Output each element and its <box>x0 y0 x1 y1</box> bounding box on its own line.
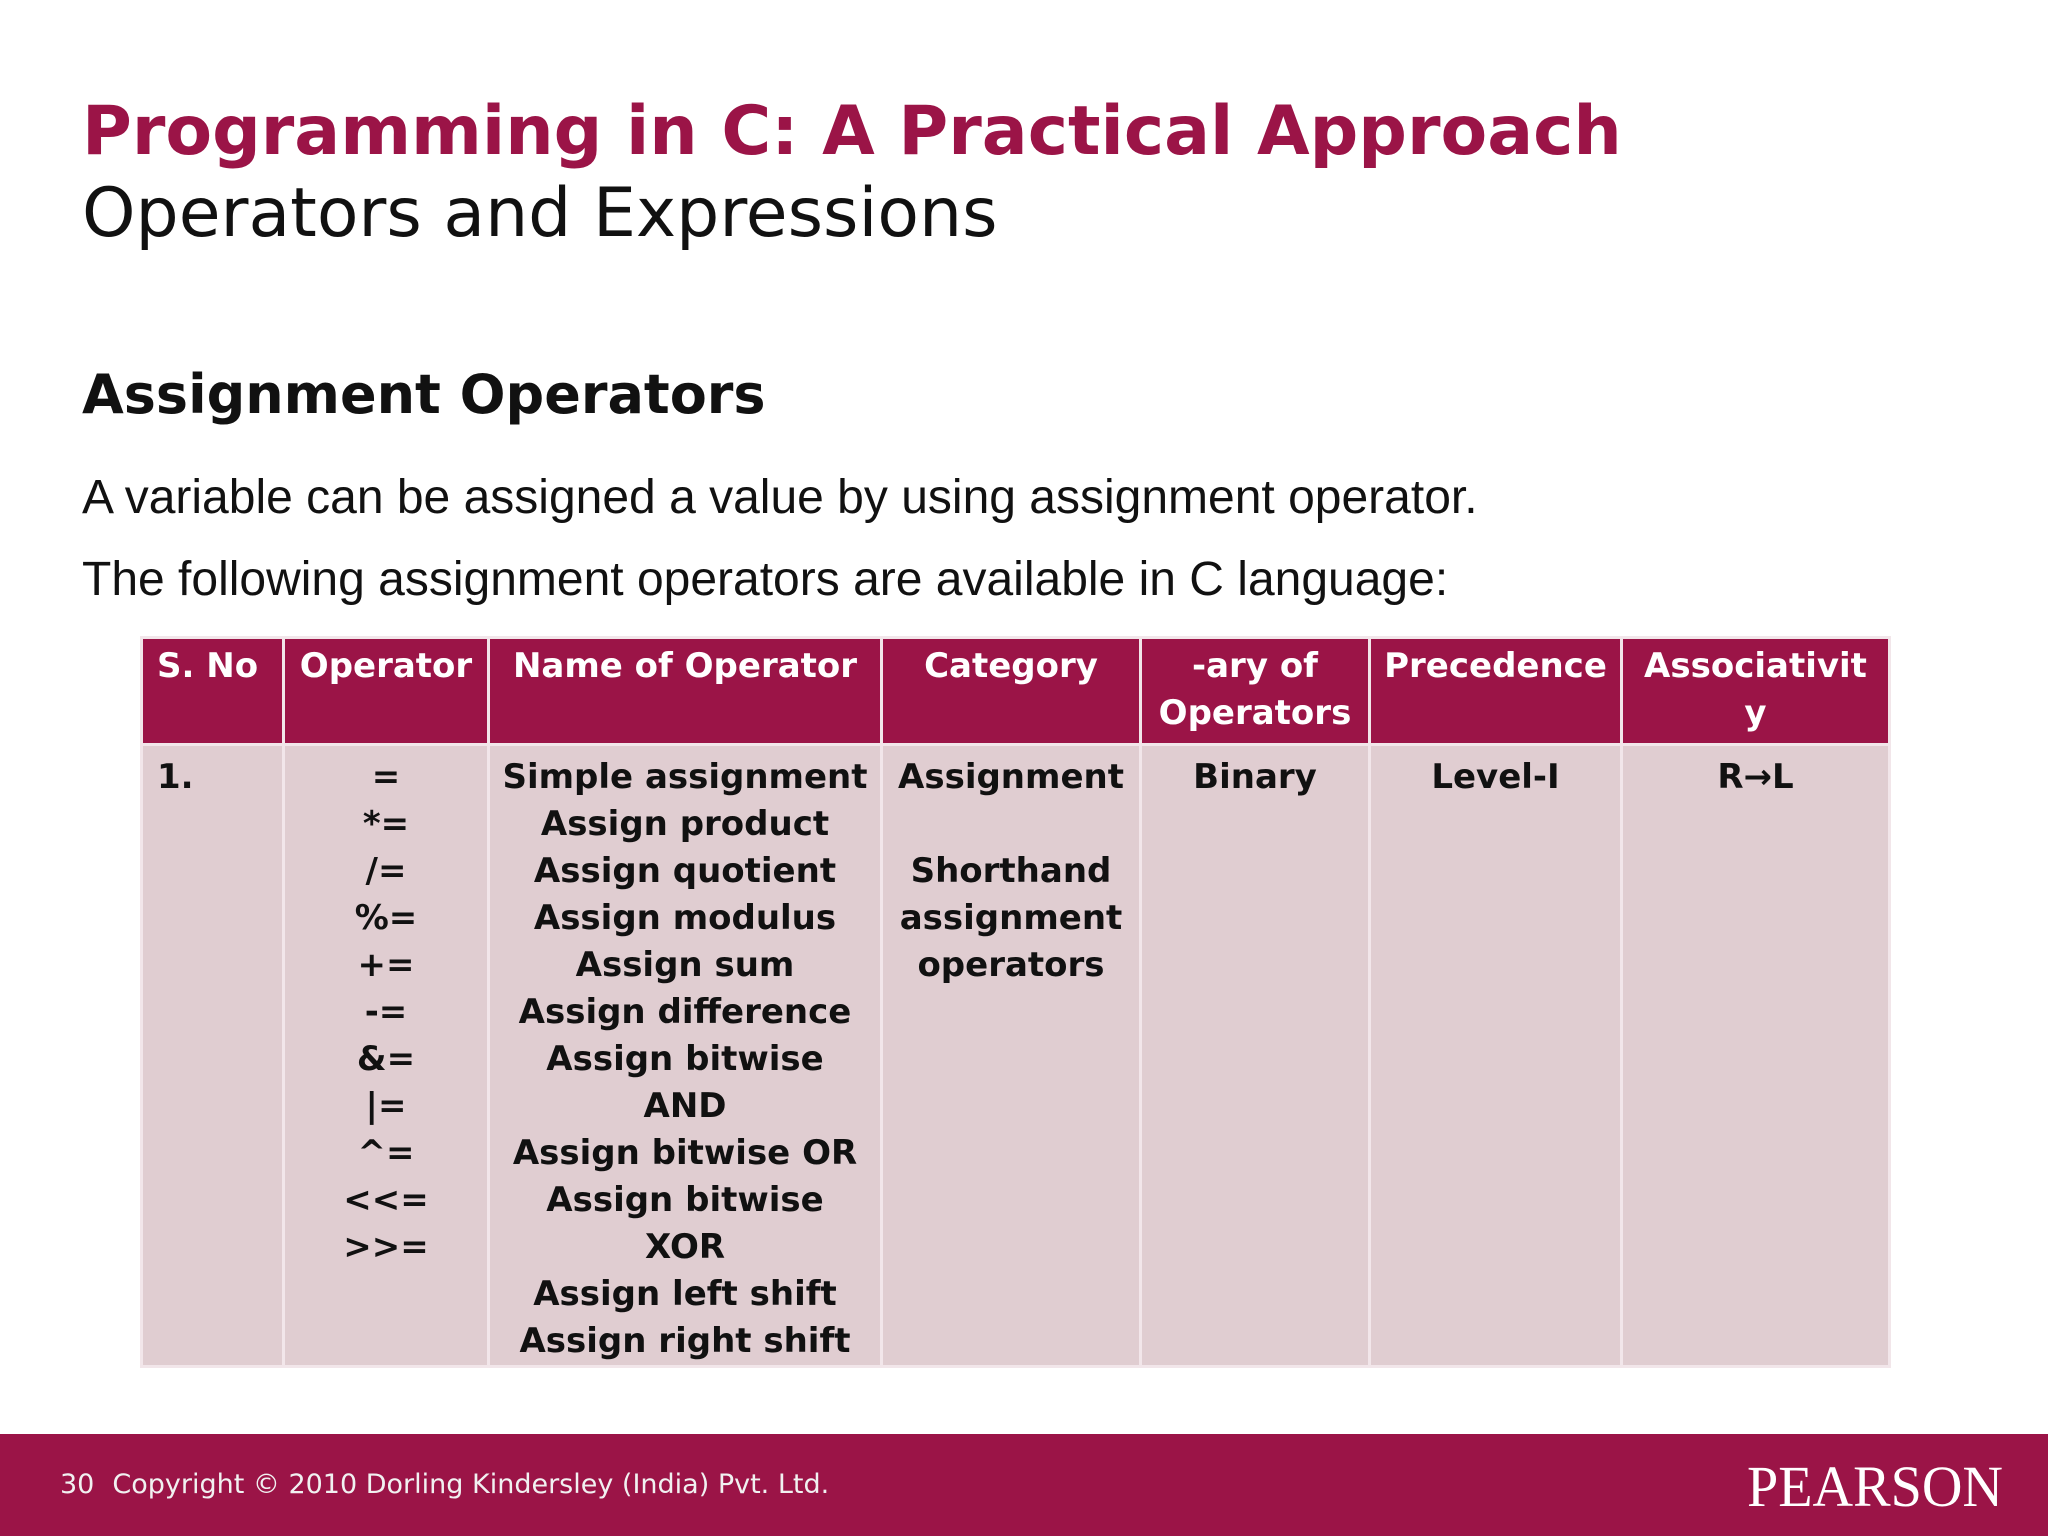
cell-line: y <box>1744 693 1767 733</box>
cell-precedence <box>1370 745 1622 1367</box>
cell-line: *= <box>362 804 410 844</box>
cell-line: += <box>357 945 415 985</box>
header-cell-name <box>489 638 882 745</box>
cell-line: Category <box>924 646 1098 686</box>
cell-line <box>883 801 1139 848</box>
operators-table <box>140 636 1891 1368</box>
cell-line: Assign product <box>540 804 830 844</box>
cell-line: S. No <box>157 646 259 686</box>
cell-line: Assign left shift <box>533 1274 837 1314</box>
copyright-text: Copyright © 2010 Dorling Kindersley (India) Pvt. Ltd. <box>112 1469 830 1500</box>
slide-title: Programming in C: A Practical Approach <box>82 92 1622 171</box>
table-header-row <box>142 638 1890 745</box>
footer-text <box>60 1468 829 1502</box>
cell-line: = <box>371 757 401 797</box>
cell-line: Associativit <box>1644 646 1867 686</box>
cell-line: Assign difference <box>518 992 852 1032</box>
cell-associativity <box>1622 745 1890 1367</box>
cell-line: Assign modulus <box>533 898 837 938</box>
header-cell-sno <box>142 638 284 745</box>
section-heading: Assignment Operators <box>82 363 766 426</box>
cell-line: Assign bitwise <box>546 1039 824 1079</box>
cell-line: &= <box>356 1039 416 1079</box>
cell-line: |= <box>365 1086 407 1126</box>
cell-line: Level-I <box>1431 757 1560 797</box>
footer-bar <box>0 1434 2048 1536</box>
cell-line: Operator <box>299 646 473 686</box>
table-row <box>142 745 1890 1367</box>
cell-line: Precedence <box>1384 646 1607 686</box>
cell-line: 1. <box>157 757 194 797</box>
page-number: 30 <box>60 1469 95 1500</box>
header-cell-associativity <box>1622 638 1890 745</box>
cell-line: Assign bitwise <box>546 1180 824 1220</box>
cell-line: %= <box>354 898 418 938</box>
cell-sno <box>142 745 284 1367</box>
cell-line: Simple assignment <box>502 757 868 797</box>
cell-line: Assign right shift <box>519 1321 851 1361</box>
cell-line: Shorthand <box>910 851 1112 891</box>
cell-line: -= <box>364 992 408 1032</box>
cell-line: ^= <box>357 1133 415 1173</box>
cell-operators <box>284 745 489 1367</box>
cell-ary <box>1141 745 1370 1367</box>
cell-line: >>= <box>343 1227 429 1267</box>
header-cell-operator <box>284 638 489 745</box>
cell-line: <<= <box>343 1180 429 1220</box>
pearson-logo <box>1745 1452 2005 1518</box>
cell-operator-names <box>489 745 882 1367</box>
cell-category <box>882 745 1141 1367</box>
cell-line: Operators <box>1158 693 1352 733</box>
cell-line: -ary of <box>1192 646 1318 686</box>
header-cell-ary <box>1141 638 1370 745</box>
cell-line: AND <box>643 1086 727 1126</box>
cell-line: Assign quotient <box>533 851 837 891</box>
cell-line: operators <box>917 945 1105 985</box>
cell-line: Assignment <box>898 757 1124 797</box>
cell-line: Binary <box>1193 757 1317 797</box>
header-cell-category <box>882 638 1141 745</box>
cell-line: Assign sum <box>575 945 795 985</box>
paragraph: A variable can be assigned a value by using assignment operator. <box>82 471 1478 524</box>
paragraph: The following assignment operators are available in C language: <box>82 553 1449 606</box>
cell-line: Assign bitwise OR <box>512 1133 858 1173</box>
header-cell-precedence <box>1370 638 1622 745</box>
cell-line: assignment <box>899 898 1123 938</box>
cell-line: Name of Operator <box>512 646 858 686</box>
pearson-logo-text: PEARSON <box>1747 1454 2003 1518</box>
slide-subtitle: Operators and Expressions <box>82 174 998 253</box>
cell-line: XOR <box>644 1227 726 1267</box>
cell-line: /= <box>365 851 407 891</box>
cell-line: R→L <box>1717 757 1794 797</box>
